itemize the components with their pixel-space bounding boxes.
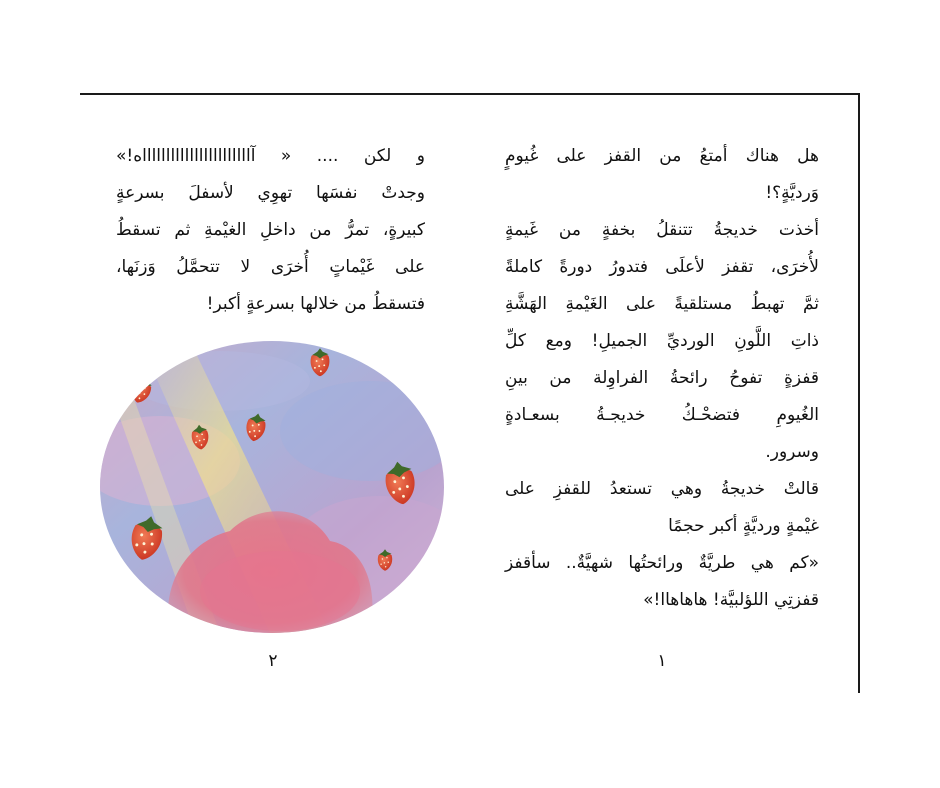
- page-number: ٢: [268, 651, 278, 671]
- text-line: هل هناك أمتعُ من القفز على غُيومٍ: [505, 146, 819, 166]
- text-line: الغُيومِ فتضحْـكُ خديجـةُ بسعـادةٍ: [505, 405, 819, 425]
- text-line: وسرور.: [765, 442, 819, 462]
- text-line: كبيرةٍ، تمرُّ من داخلِ الغيْمةِ ثم تسقطُ: [116, 220, 425, 240]
- page-frame-top-border: [80, 93, 859, 95]
- page-number: ١: [657, 651, 667, 671]
- text-line: غيْمةٍ ورديَّةٍ أكبر حجمًا: [668, 516, 819, 536]
- strawberries-in-clouds-illustration: [100, 341, 444, 633]
- text-line: لأُخرَى، تقفز لأعلَى فتدورُ دورةً كاملةً: [505, 257, 819, 277]
- text-line: ثمَّ تهبطُ مستلقيةً على الغَيْمةِ الهَشَّةِ: [505, 294, 819, 314]
- text-line: «كم هي طريَّةٌ ورائحتُها شهيَّةٌ.. سأقفز: [505, 553, 819, 573]
- text-line: فتسقطُ من خلالها بسرعةٍ أكبر!: [206, 294, 425, 314]
- text-line: وجدتْ نفسَها تهوِي لأسفلَ بسرعةٍ: [116, 183, 425, 203]
- page-frame-right-border: [858, 93, 860, 693]
- text-line: على غَيْماتٍ أُخرَى لا تتحمَّلُ وَزنَها،: [116, 257, 425, 277]
- text-line: و لكن .... « آاااااااااااااااااااااااه!»: [116, 146, 425, 166]
- text-line: وَرديَّةٍ؟!: [765, 183, 819, 203]
- left-page-text: [116, 138, 425, 323]
- text-line: قفزةٍ تفوحُ رائحةُ الفراوِلة من بينِ: [505, 368, 819, 388]
- text-line: ذاتِ اللَّونِ الورديِّ الجميلِ! ومع كلِّ: [505, 331, 819, 351]
- text-line: قفزتِي اللؤلبيَّة! هاهاهاا!»: [643, 590, 819, 610]
- right-page-text: [505, 138, 819, 619]
- text-line: أخذت خديجةُ تتنقلُ بخفةٍ من غَيمةٍ: [505, 220, 819, 240]
- text-line: قالتْ خديجةُ وهي تستعدُ للقفزِ على: [505, 479, 819, 499]
